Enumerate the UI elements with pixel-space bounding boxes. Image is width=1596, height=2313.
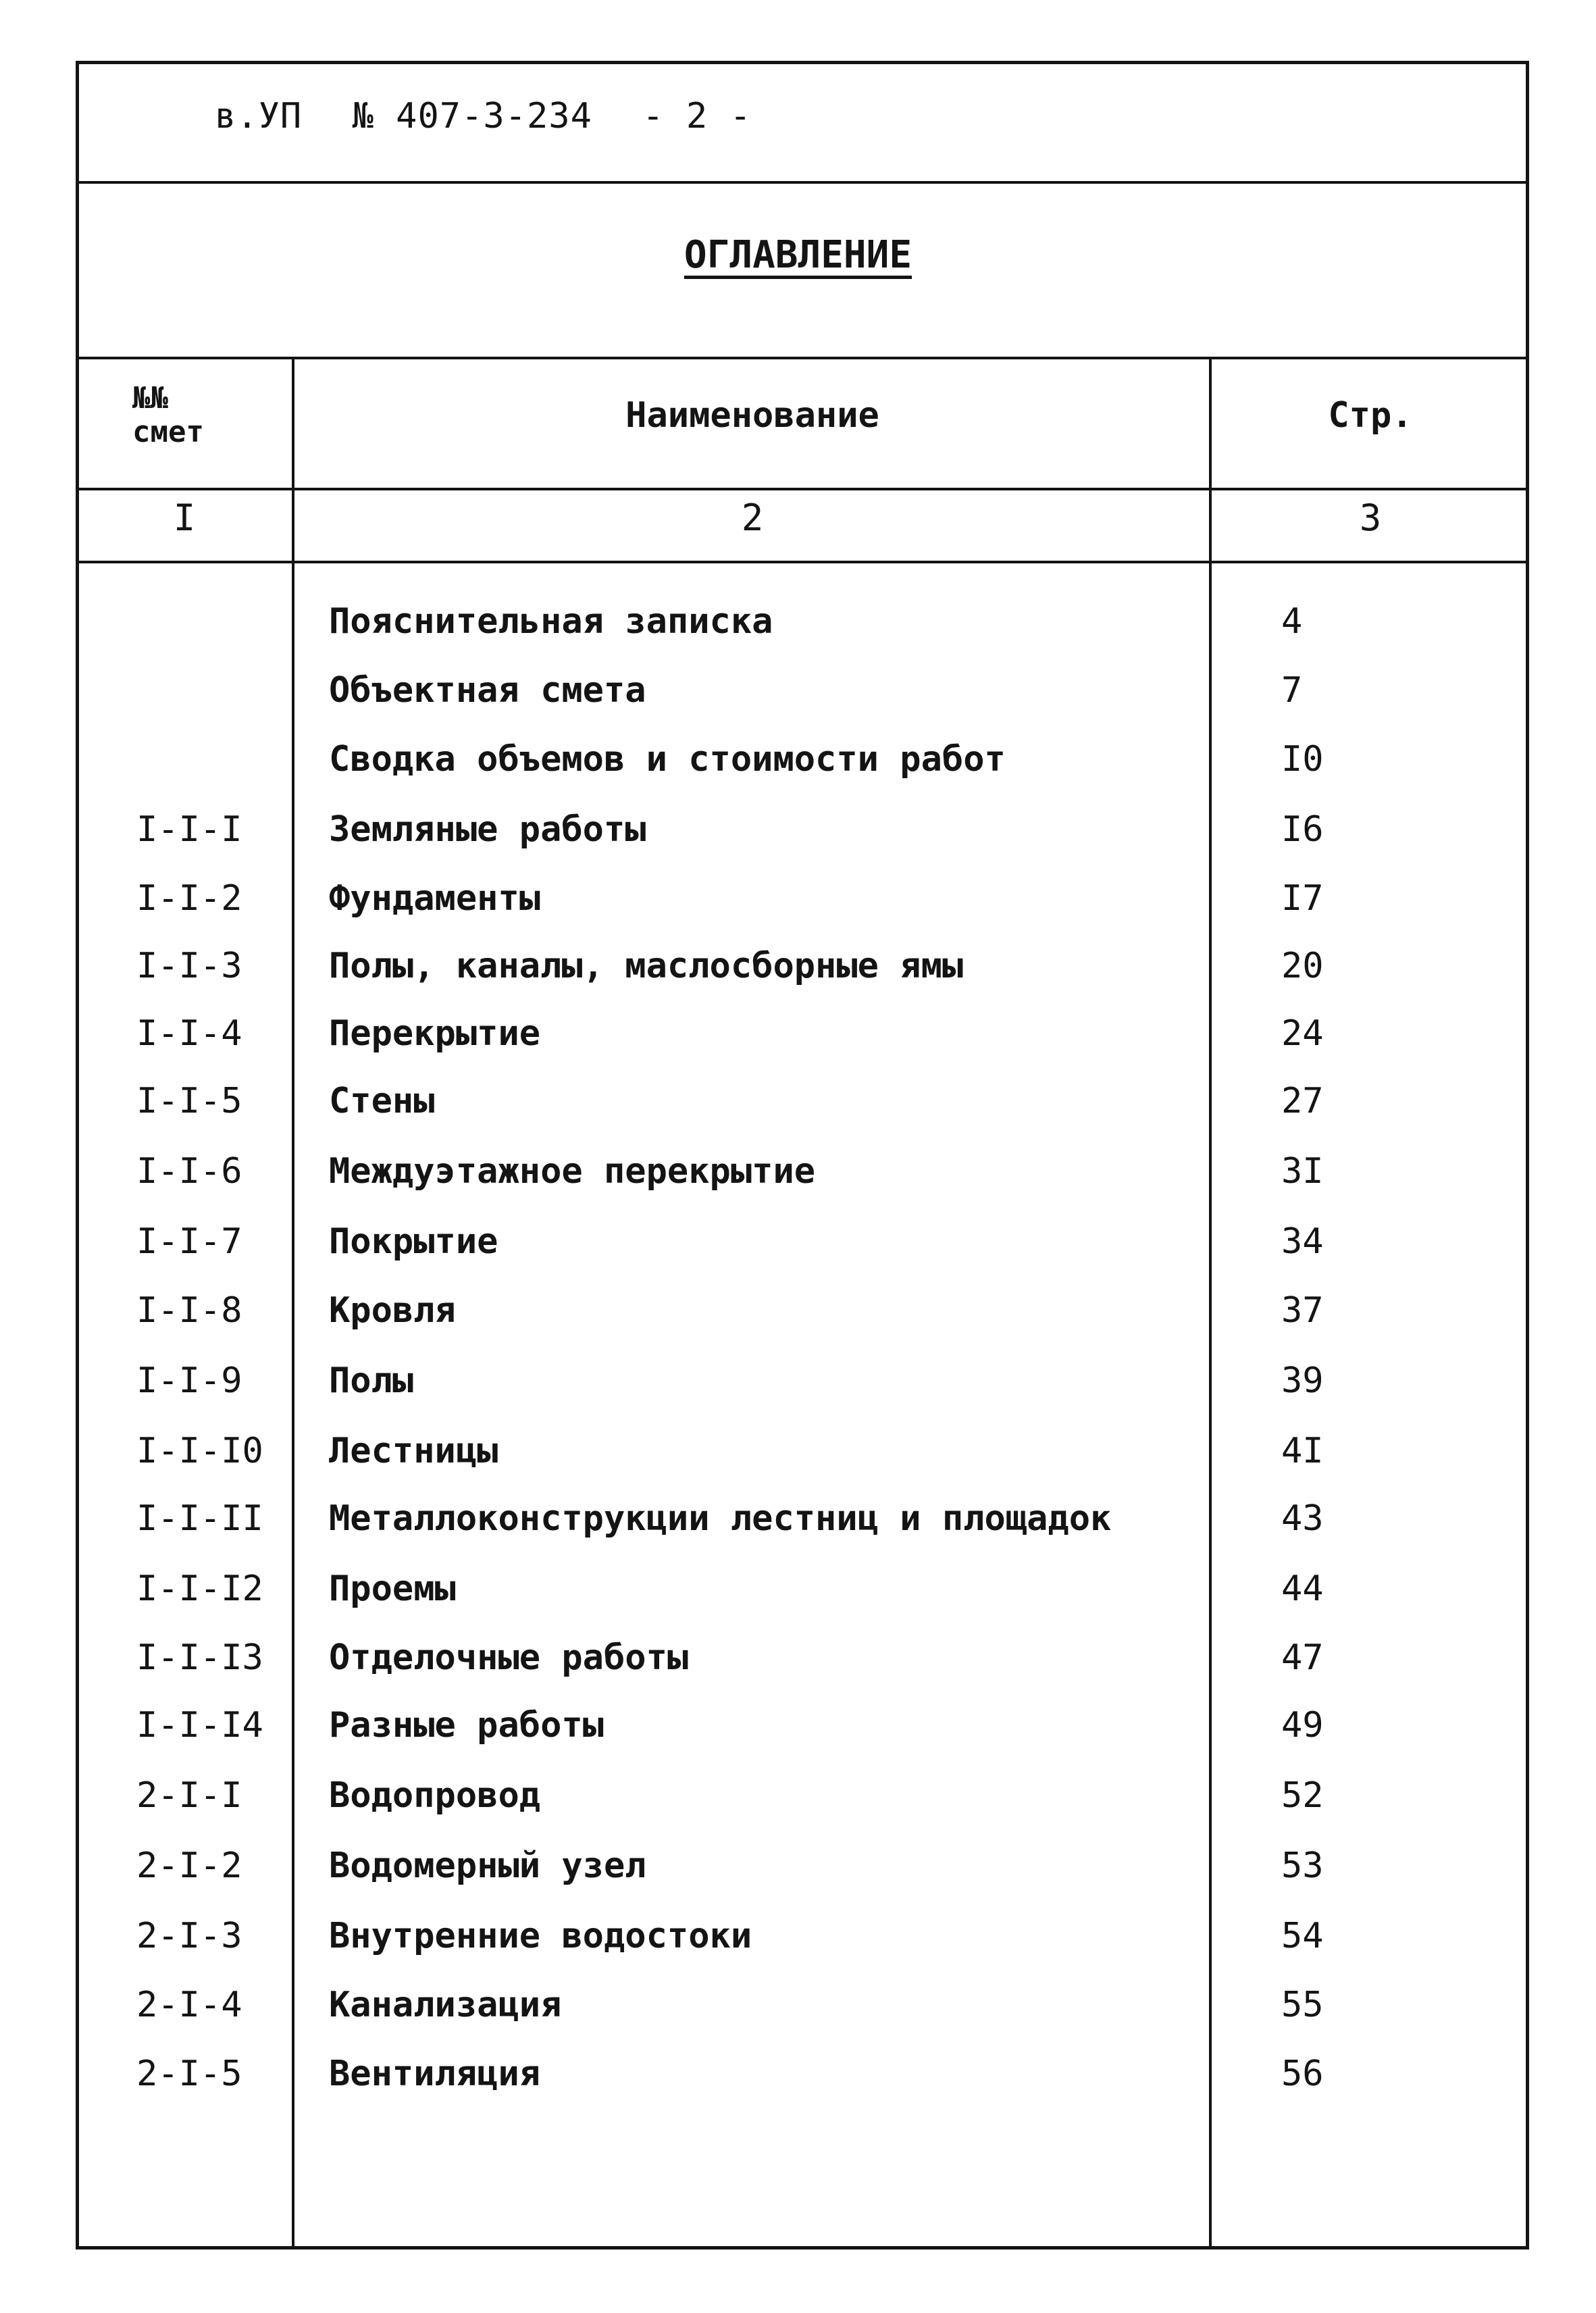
row-name: Полы xyxy=(329,1361,414,1401)
table-row xyxy=(76,1637,1529,1705)
table-row xyxy=(76,1431,1529,1498)
table-row xyxy=(76,2054,1529,2121)
table-row xyxy=(76,1705,1529,1773)
row-name: Водомерный узел xyxy=(329,1846,646,1886)
row-page: 43 xyxy=(1281,1498,1324,1539)
table-row xyxy=(76,1221,1529,1289)
row-name: Отделочные работы xyxy=(329,1637,689,1678)
table-row xyxy=(76,670,1529,738)
row-code: I-I-I4 xyxy=(136,1705,263,1746)
stamp-number: № 407-3-234 xyxy=(352,96,592,136)
row-name: Объектная смета xyxy=(329,670,646,711)
row-page: 52 xyxy=(1281,1775,1324,1816)
row-page: I7 xyxy=(1281,878,1324,919)
row-name: Водопровод xyxy=(329,1775,541,1816)
row-name: Фундаменты xyxy=(329,878,541,919)
row-page: 39 xyxy=(1281,1361,1324,1401)
table-row xyxy=(76,1985,1529,2052)
row-code: 2-I-I xyxy=(136,1775,242,1816)
row-code: I-I-3 xyxy=(136,946,242,986)
row-code: 2-I-2 xyxy=(136,1846,242,1886)
row-page: 24 xyxy=(1281,1013,1324,1054)
row-name: Металлоконструкции лестниц и площадок xyxy=(329,1498,1112,1539)
table-row xyxy=(76,601,1529,669)
row-page: 3I xyxy=(1281,1151,1324,1192)
row-page: 7 xyxy=(1281,670,1303,711)
row-code: I-I-2 xyxy=(136,878,242,919)
row-code: I-I-I0 xyxy=(136,1431,263,1471)
column-header-number-line1: №№ xyxy=(132,381,168,415)
row-code: I-I-4 xyxy=(136,1013,242,1054)
row-name: Сводка объемов и стоимости работ xyxy=(329,739,1006,780)
table-row xyxy=(76,1151,1529,1219)
row-page: 49 xyxy=(1281,1705,1324,1746)
row-name: Разные работы xyxy=(329,1705,604,1746)
row-code: I-I-II xyxy=(136,1498,263,1539)
row-name: Лестницы xyxy=(329,1431,498,1471)
row-page: 4 xyxy=(1281,601,1303,642)
table-row xyxy=(76,946,1529,1013)
row-name: Пояснительная записка xyxy=(329,601,773,642)
column-header-name: Наименование xyxy=(625,395,879,436)
table-row xyxy=(76,878,1529,946)
table-row xyxy=(76,1290,1529,1358)
row-code: I-I-I3 xyxy=(136,1637,263,1678)
column-header-number xyxy=(76,382,293,449)
row-code: I-I-8 xyxy=(136,1290,242,1331)
row-name: Внутренние водостоки xyxy=(329,1916,752,1956)
page-title: ОГЛАВЛЕНИЕ xyxy=(684,233,912,277)
table-row xyxy=(76,1361,1529,1428)
row-page: I6 xyxy=(1281,809,1324,850)
column-number-2: 2 xyxy=(741,497,764,539)
row-page: 47 xyxy=(1281,1637,1324,1678)
document-stamp xyxy=(215,96,780,136)
row-page: 55 xyxy=(1281,1985,1324,2025)
header-divider xyxy=(76,181,1529,184)
table-row xyxy=(76,1081,1529,1148)
table-row xyxy=(76,1013,1529,1081)
table-row xyxy=(76,1498,1529,1566)
row-code: 2-I-4 xyxy=(136,1985,242,2025)
stamp-page: - 2 - xyxy=(642,96,752,136)
row-page: 56 xyxy=(1281,2054,1324,2094)
row-name: Стены xyxy=(329,1081,435,1121)
row-page: 44 xyxy=(1281,1569,1324,1609)
row-name: Междуэтажное перекрытие xyxy=(329,1151,816,1192)
row-page: 54 xyxy=(1281,1916,1324,1956)
column-number-3: 3 xyxy=(1359,497,1382,539)
table-row xyxy=(76,1846,1529,1913)
row-code: I-I-I xyxy=(136,809,242,850)
row-name: Канализация xyxy=(329,1985,562,2025)
row-name: Покрытие xyxy=(329,1221,498,1262)
row-page: 4I xyxy=(1281,1431,1324,1471)
stamp-prefix: в.УП xyxy=(215,96,303,136)
row-name: Полы, каналы, маслосборные ямы xyxy=(329,946,964,986)
row-name: Перекрытие xyxy=(329,1013,541,1054)
row-page: I0 xyxy=(1281,739,1324,780)
row-page: 53 xyxy=(1281,1846,1324,1886)
row-page: 37 xyxy=(1281,1290,1324,1331)
row-code: I-I-5 xyxy=(136,1081,242,1121)
table-row xyxy=(76,1775,1529,1843)
row-name: Проемы xyxy=(329,1569,456,1609)
row-name: Кровля xyxy=(329,1290,456,1331)
table-row xyxy=(76,809,1529,877)
row-name: Вентиляция xyxy=(329,2054,541,2094)
column-number-1: I xyxy=(173,497,196,539)
row-code: 2-I-3 xyxy=(136,1916,242,1956)
row-page: 27 xyxy=(1281,1081,1324,1121)
row-code: 2-I-5 xyxy=(136,2054,242,2094)
row-code: I-I-9 xyxy=(136,1361,242,1401)
row-code: I-I-I2 xyxy=(136,1569,263,1609)
row-page: 34 xyxy=(1281,1221,1324,1262)
table-row xyxy=(76,1569,1529,1636)
table-row xyxy=(76,739,1529,807)
row-code: I-I-7 xyxy=(136,1221,242,1262)
table-row xyxy=(76,1916,1529,1983)
row-code: I-I-6 xyxy=(136,1151,242,1192)
column-header-number-line2: смет xyxy=(132,415,204,449)
row-page: 20 xyxy=(1281,946,1324,986)
row-name: Земляные работы xyxy=(329,809,646,850)
column-header-page: Стр. xyxy=(1328,395,1413,436)
